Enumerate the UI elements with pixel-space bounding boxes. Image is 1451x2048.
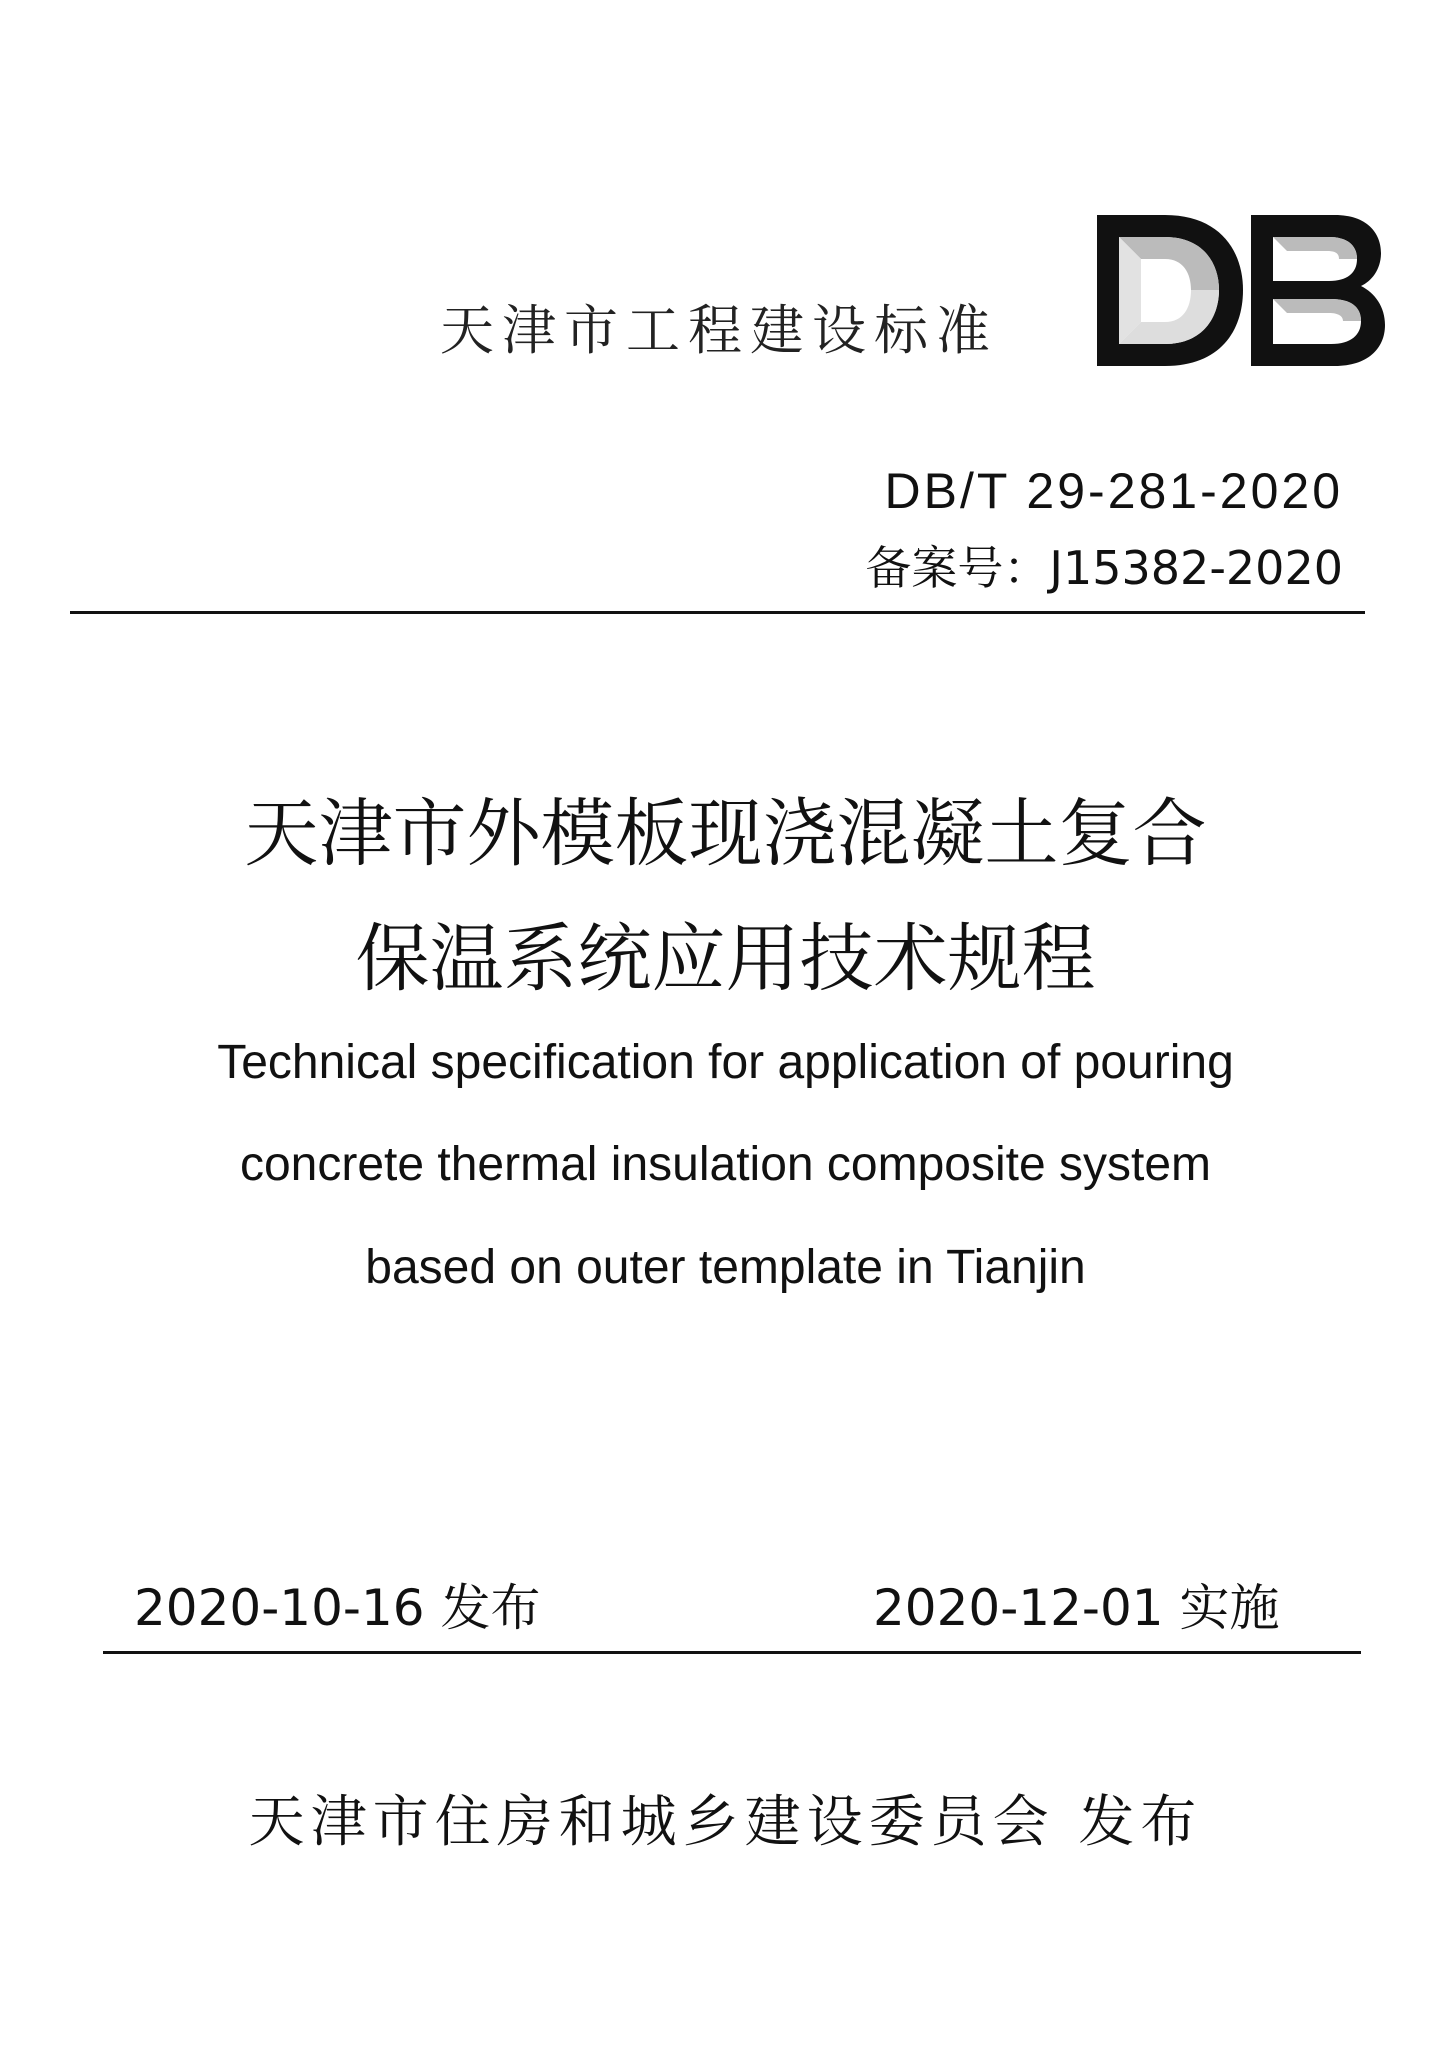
title-cn-line-1: 天津市外模板现浇混凝土复合	[244, 791, 1207, 877]
top-divider	[70, 611, 1365, 614]
effective-date: 2020-12-01 实施	[873, 1579, 1280, 1637]
record-number: 备案号：J15382-2020	[865, 541, 1343, 595]
series-title: 天津市工程建设标准	[440, 299, 998, 362]
db-logo	[1095, 213, 1385, 368]
publisher: 天津市住房和城乡建设委员会 发布	[248, 1790, 1203, 1855]
title-en-line-1: Technical specification for application of pouring	[217, 1036, 1234, 1089]
title-cn-line-2: 保温系统应用技术规程	[355, 916, 1096, 1002]
title-en-line-3: based on outer template in Tianjin	[365, 1241, 1086, 1294]
bottom-divider	[103, 1651, 1361, 1654]
title-en-line-2: concrete thermal insulation composite system	[239, 1138, 1212, 1191]
standard-number: DB/T 29-281-2020	[884, 463, 1343, 519]
issue-date: 2020-10-16 发布	[134, 1579, 541, 1637]
